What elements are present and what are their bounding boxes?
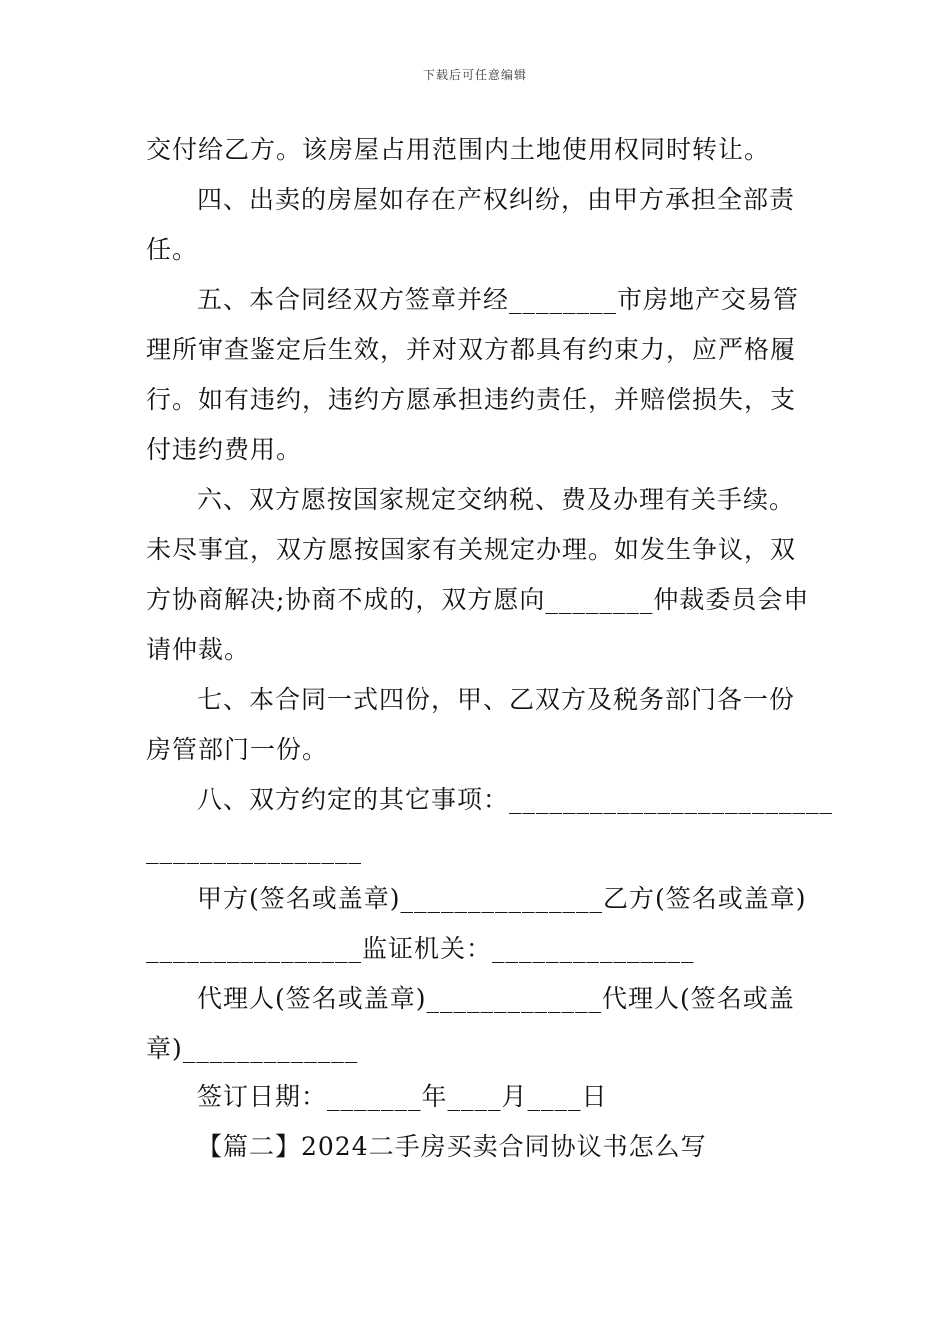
text-line-7: 付违约费用。 <box>146 435 303 464</box>
text-line-12: 七、本合同一式四份，甲、乙双方及税务部门各一份 <box>197 685 796 714</box>
text-line-3: 任。 <box>146 235 199 264</box>
text-line-16: 甲方(签名或盖章)_______________乙方(签名或盖章) <box>197 884 807 913</box>
text-line-15: ________________ <box>146 835 362 864</box>
text-line-18: 代理人(签名或盖章)_____________代理人(签名或盖 <box>197 984 795 1013</box>
text-line-5: 理所审查鉴定后生效，并对双方都具有约束力，应严格履 <box>146 335 797 364</box>
text-line-8: 六、双方愿按国家规定交纳税、费及办理有关手续。 <box>197 485 796 514</box>
section-heading: 【篇二】2024二手房买卖合同协议书怎么写 <box>197 1132 707 1161</box>
text-line-10: 方协商解决;协商不成的，双方愿向________仲裁委员会申 <box>146 585 810 614</box>
text-line-19: 章)_____________ <box>146 1034 359 1063</box>
text-line-1: 交付给乙方。该房屋占用范围内土地使用权同时转让。 <box>146 135 771 164</box>
text-line-14: 八、双方约定的其它事项：________________________ <box>197 785 834 814</box>
text-line-20: 签订日期：_______年____月____日 <box>197 1082 608 1111</box>
text-line-13: 房管部门一份。 <box>146 735 329 764</box>
text-line-2: 四、出卖的房屋如存在产权纠纷，由甲方承担全部责 <box>197 185 796 214</box>
page-header-note: 下载后可任意编辑 <box>422 68 527 82</box>
text-line-6: 行。如有违约，违约方愿承担违约责任，并赔偿损失，支 <box>146 385 797 414</box>
text-line-11: 请仲裁。 <box>146 635 251 664</box>
text-line-4: 五、本合同经双方签章并经________市房地产交易管 <box>197 285 800 314</box>
text-line-9: 未尽事宜，双方愿按国家有关规定办理。如发生争议，双 <box>146 535 797 564</box>
text-line-17: ________________监证机关：_______________ <box>146 934 695 963</box>
